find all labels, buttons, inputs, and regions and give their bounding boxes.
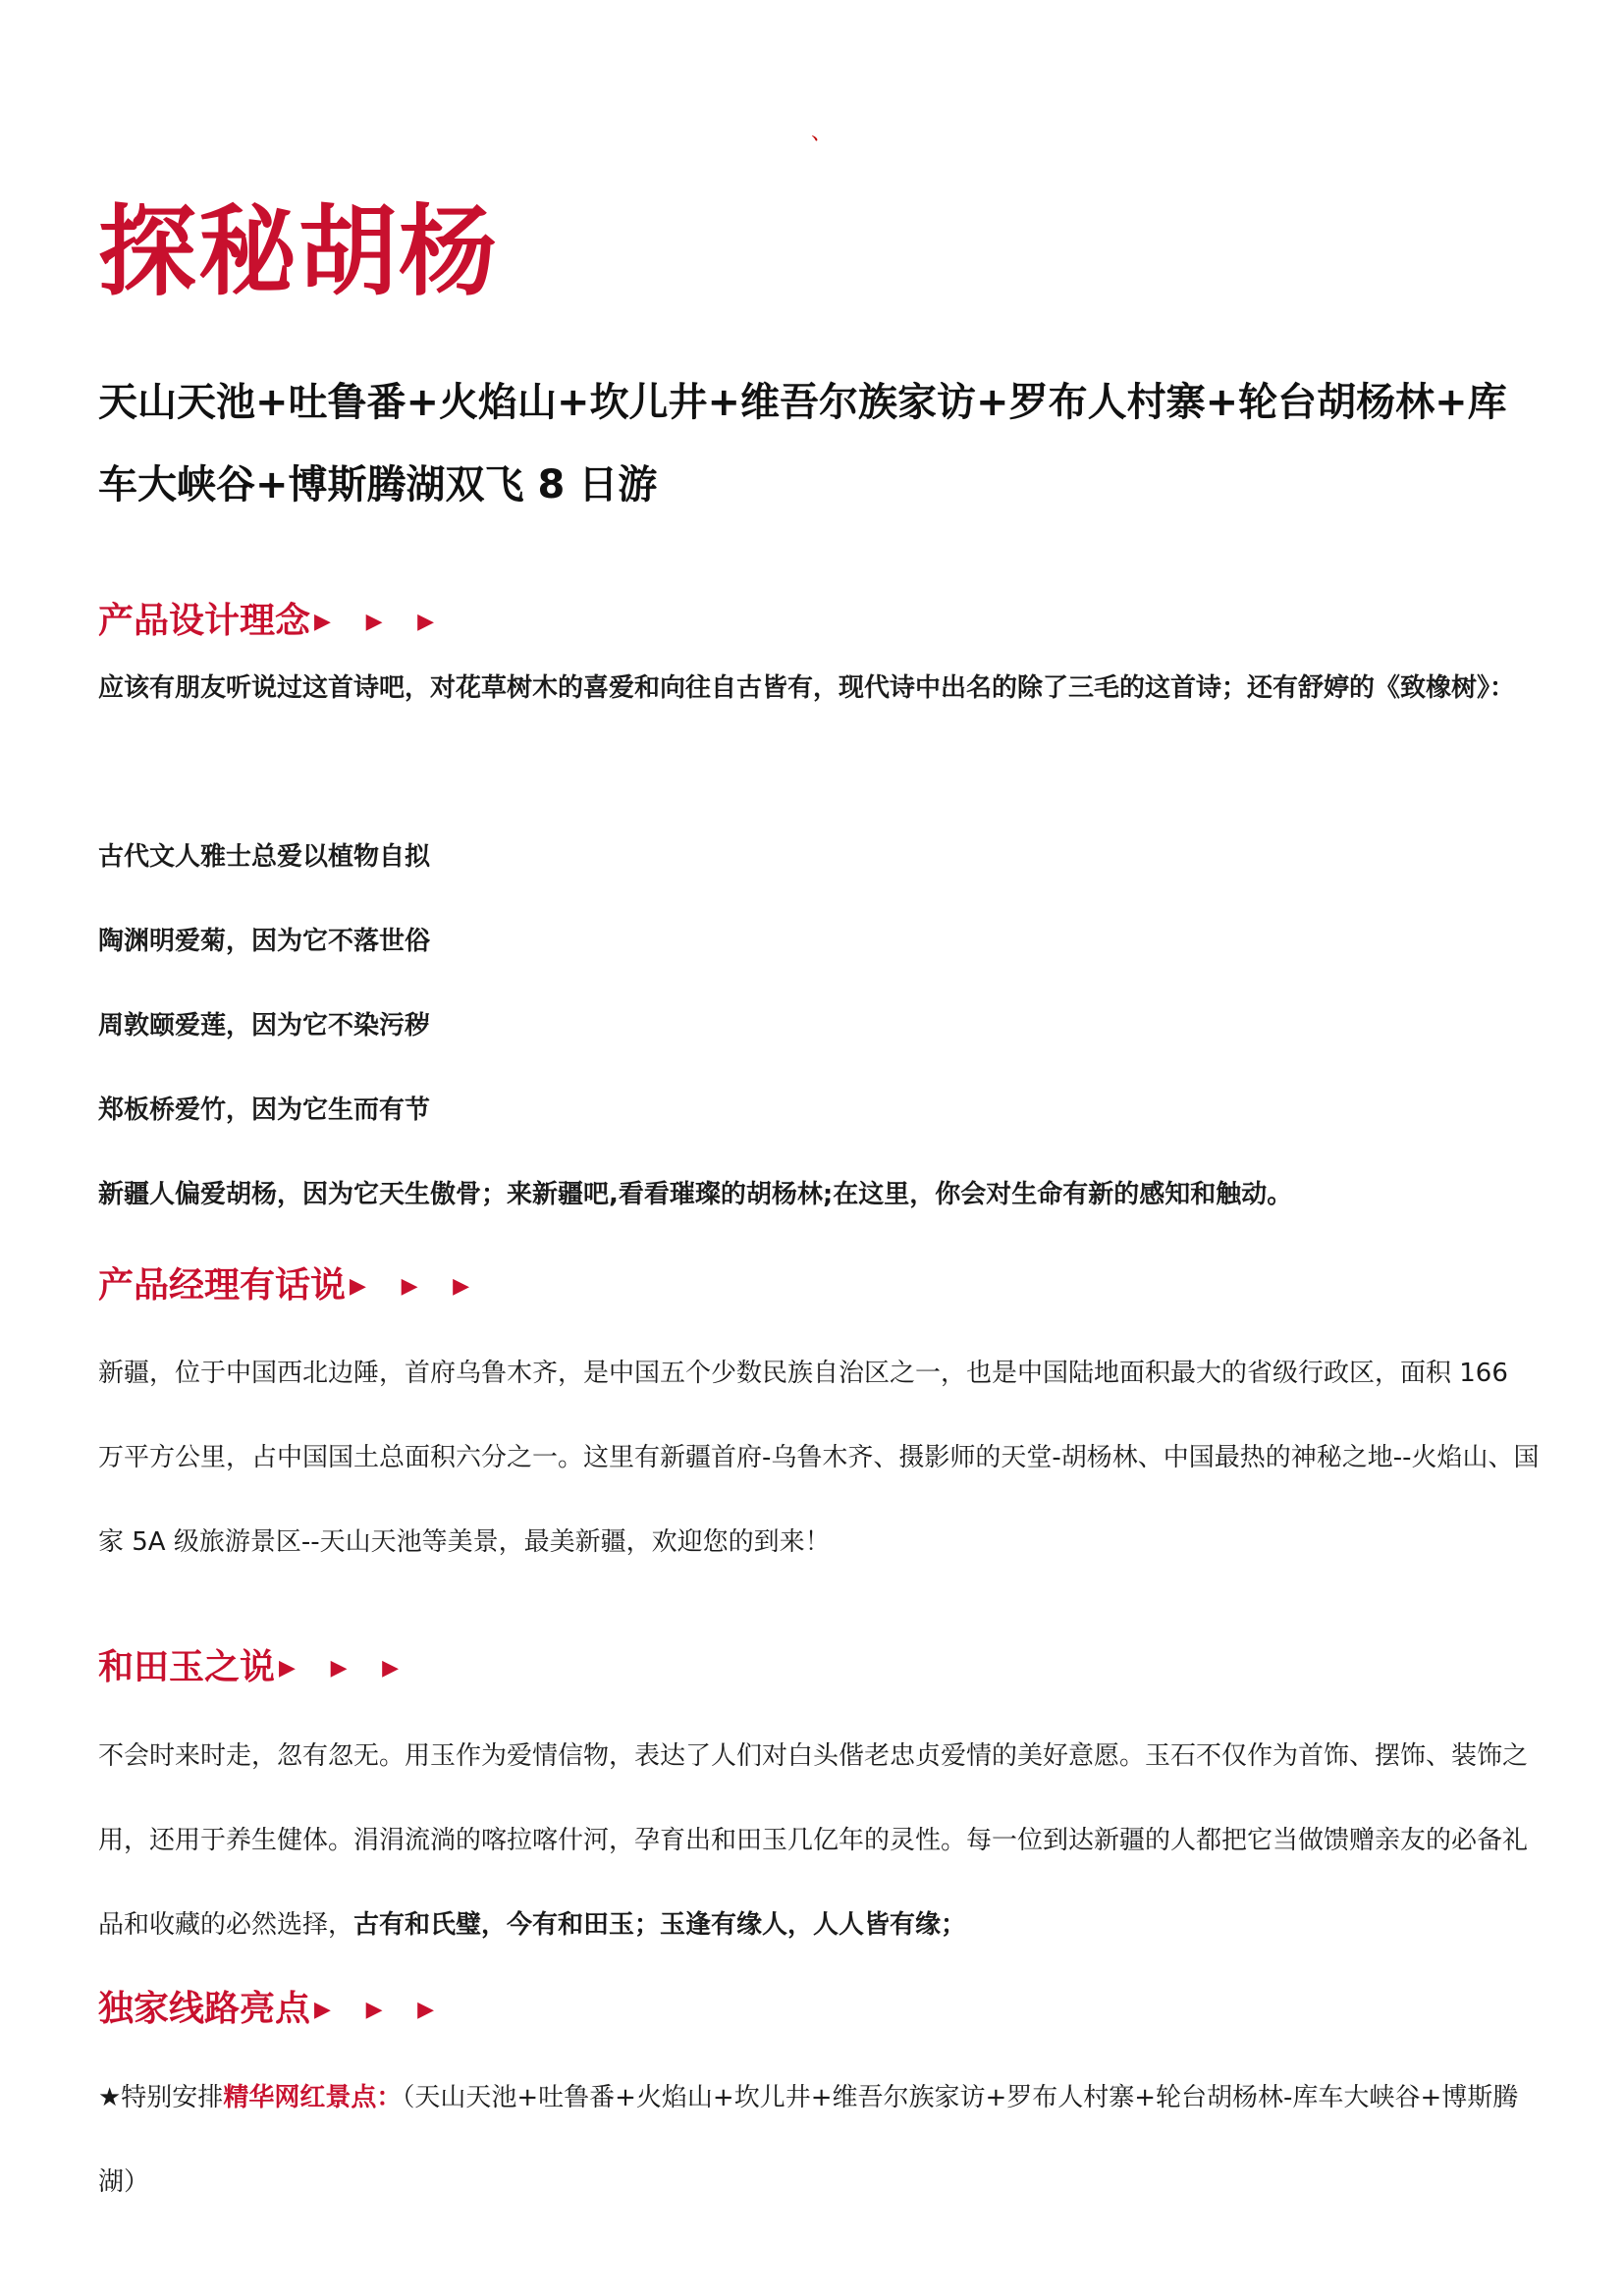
- page-title: 探秘胡杨: [98, 194, 499, 309]
- manager-paragraph: 新疆，位于中国西北边陲，首府乌鲁木齐，是中国五个少数民族自治区之一，也是中国陆地面积最大的省级行政区，面积 166 万平方公里，占中国国土总面积六分之一。这里有新疆首府-乌鲁木齐、摄影师的天堂-胡杨林、中国最热的神秘之地--火焰山、国家 5A 级旅游景区--天山天池等美景，最美新疆，欢迎您的到来！: [98, 1359, 1540, 1557]
- route-highlight: 精华网红景点: [223, 2083, 377, 2112]
- header-mark: 、: [811, 121, 834, 145]
- itinerary-subtitle: 天山天池+吐鲁番+火焰山+坎儿井+维吾尔族家访+罗布人村寨+轮台胡杨林+库车大峡谷+博斯腾湖双飞 8 日游: [98, 380, 1507, 507]
- triangle-arrows-icon: ▶ ▶ ▶: [314, 1998, 449, 2022]
- section-heading-text: 产品设计理念: [98, 601, 311, 641]
- jade-paragraph: [98, 1714, 1542, 1967]
- poem-line: 新疆人偏爱胡杨，因为它天生傲骨；来新疆吧,看看璀璨的胡杨林;在这里，你会对生命有新的感知和触动。: [98, 1180, 1293, 1209]
- section-heading-design: [98, 598, 448, 646]
- poem-line: 古代文人雅士总爱以植物自拟: [98, 842, 431, 872]
- section-heading-manager: [98, 1262, 483, 1310]
- route-highlights-paragraph: [98, 2056, 1542, 2224]
- design-intro-paragraph: 应该有朋友听说过这首诗吧，对花草树木的喜爱和向往自古皆有，现代诗中出名的除了三毛的这首诗；还有舒婷的《致橡树》：: [98, 673, 1516, 703]
- poem-line: 陶渊明爱菊，因为它不落世俗: [98, 927, 431, 956]
- poem-line: 郑板桥爱竹，因为它生而有节: [98, 1095, 431, 1125]
- poem-line: 周敦颐爱莲，因为它不染污秽: [98, 1011, 431, 1041]
- route-prefix: ★特别安排: [98, 2083, 224, 2112]
- triangle-arrows-icon: ▶ ▶ ▶: [279, 1656, 413, 1681]
- route-spots: （天山天池+吐鲁番+火焰山+坎儿井+维吾尔族家访+罗布人村寨+轮台胡杨林-库车大峡谷+博斯腾湖）: [98, 2083, 1519, 2197]
- section-heading-jade: [98, 1644, 412, 1692]
- section-heading-text: 和田玉之说: [98, 1647, 276, 1687]
- section-heading-text: 产品经理有话说: [98, 1265, 347, 1306]
- jade-emphasis: 古有和氏璧，今有和田玉；玉逢有缘人，人人皆有缘；: [353, 1910, 967, 1940]
- triangle-arrows-icon: ▶ ▶ ▶: [314, 610, 449, 634]
- jade-text: 不会时来时走，忽有忽无。用玉作为爱情信物，表达了人们对白头偕老忠贞爱情的美好意愿。玉石不仅作为首饰、摆饰、装饰之用，还用于养生健体。涓涓流淌的喀拉喀什河，孕育出和田玉几亿年的灵性。每一位到达新疆的人都把它当做馈赠亲友的必备礼品和收藏的必然选择，: [98, 1741, 1529, 1940]
- section-heading-text: 独家线路亮点: [98, 1989, 311, 2029]
- design-poem-lines: [98, 815, 1542, 1237]
- route-colon: ：: [376, 2083, 403, 2112]
- section-heading-route: [98, 1986, 448, 2034]
- triangle-arrows-icon: ▶ ▶ ▶: [350, 1274, 484, 1299]
